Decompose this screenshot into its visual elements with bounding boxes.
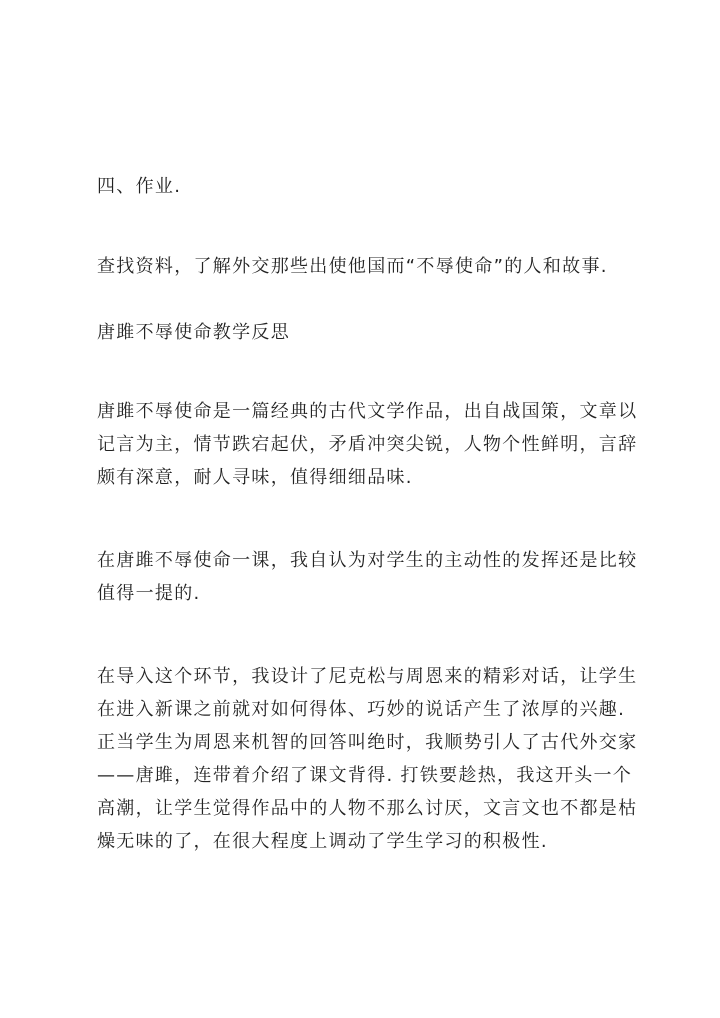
paragraph-line: 记言为主，情节跌宕起伏，矛盾冲突尖锐，人物个性鲜明，言辞 <box>97 434 638 455</box>
paragraph-line: 值得一提的. <box>97 583 201 604</box>
paragraph-line: 在进入新课之前就对如何得体、巧妙的说话产生了浓厚的兴趣. <box>97 699 626 720</box>
reflection-title: 唐雎不辱使命教学反思 <box>97 322 290 343</box>
paragraph-line: 颇有深意，耐人寻味，值得细细品味. <box>97 467 413 488</box>
paragraph-line: 高潮，让学生觉得作品中的人物不那么讨厌，文言文也不都是枯 <box>97 798 638 819</box>
paragraph-line: 在导入这个环节，我设计了尼克松与周恩来的精彩对话，让学生 <box>97 666 638 687</box>
homework-text: 查找资料，了解外交那些出使他国而“不辱使命”的人和故事. <box>97 256 608 277</box>
paragraph-line: 正当学生为周恩来机智的回答叫绝时，我顺势引人了古代外交家 <box>97 732 638 753</box>
section-heading: 四、作业. <box>97 176 182 197</box>
paragraph-line: ——唐雎，连带着介绍了课文背得. 打铁要趁热，我这开头一个 <box>97 765 633 786</box>
paragraph-line: 唐雎不辱使命是一篇经典的古代文学作品，出自战国策，文章以 <box>97 401 638 422</box>
paragraph-line: 在唐雎不辱使命一课，我自认为对学生的主动性的发挥还是比较 <box>97 550 638 571</box>
paragraph-line: 燥无味的了，在很大程度上调动了学生学习的积极性. <box>97 831 548 852</box>
